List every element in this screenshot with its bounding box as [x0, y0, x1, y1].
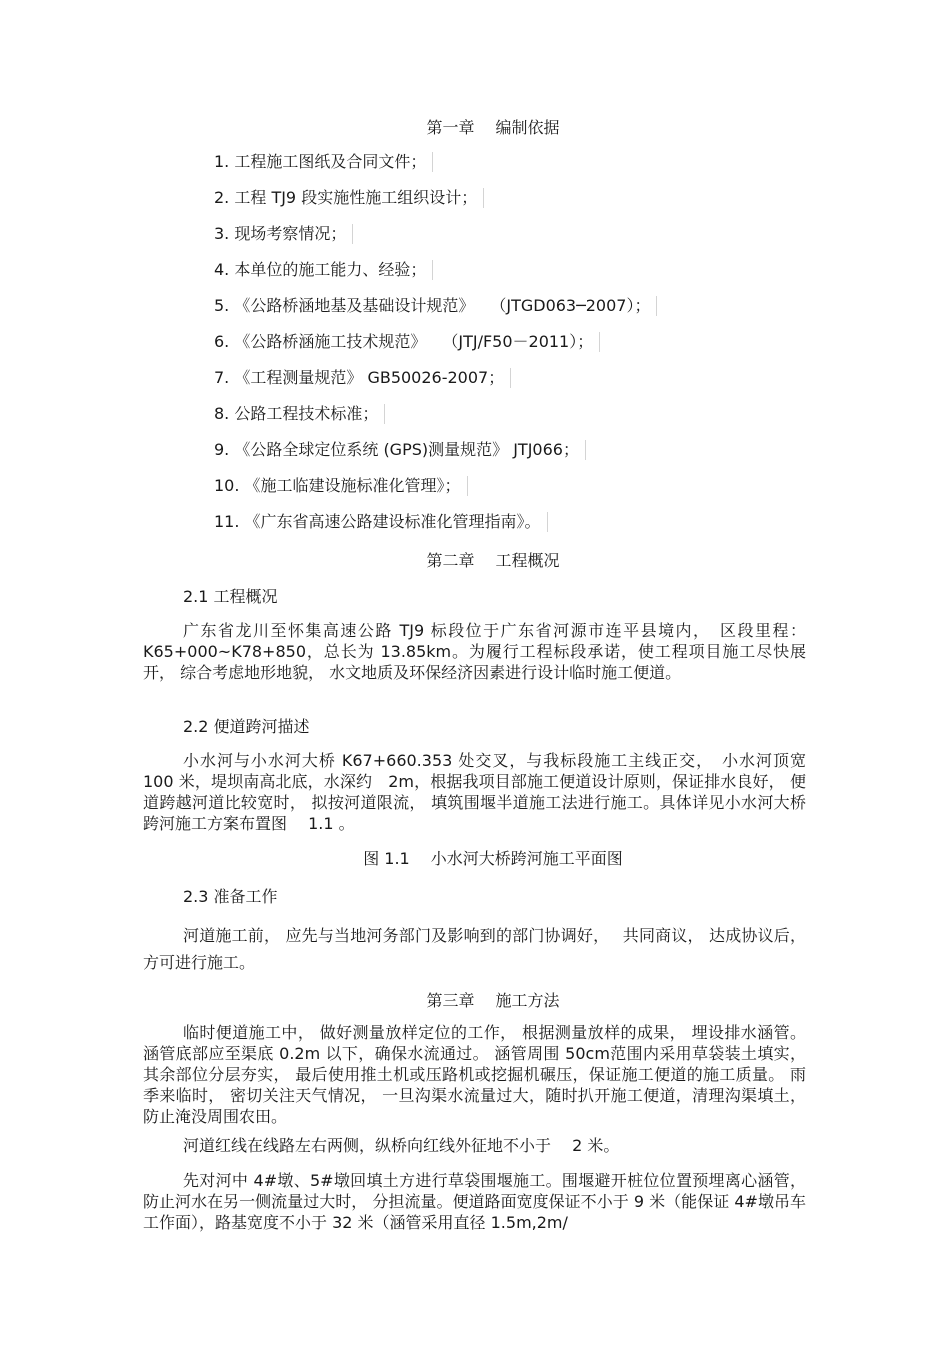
reference-item-4: 4. 本单位的施工能力、经验； — [214, 260, 433, 280]
reference-item-5: 5. 《公路桥涵地基及基础设计规范》 （JTGD063─2007）； — [214, 296, 657, 316]
reference-item-1: 1. 工程施工图纸及合同文件； — [214, 152, 433, 172]
section-2-1-text: 广东省龙川至怀集高速公路 TJ9 标段位于广东省河源市连平县境内， 区段里程： K65+000~K78+850，总长为 13.85km。为履行工程标段承诺，使工程项目施工尽快展开， 综合考虑地形地貌， 水文地质及环保经济因素进行设计临时施工便道。 — [143, 621, 806, 682]
section-2-3-text: 河道施工前， 应先与当地河务部门及影响到的部门协调好， 共同商议， 达成协议后，方可进行施工。 — [143, 926, 806, 972]
chapter-1-heading: 第一章 编制依据 — [426, 118, 560, 137]
reference-item-8: 8. 公路工程技术标准； — [214, 404, 385, 424]
chapter-3-paragraph-2: 河道红线在线路左右两侧，纵桥向红线外征地不小于 2 米。 — [183, 1136, 620, 1155]
section-2-1-title: 2.1 工程概况 — [183, 587, 278, 606]
reference-item-10: 10. 《施工临建设施标准化管理》； — [214, 476, 468, 496]
chapter-3-paragraph-3: 先对河中 4#墩、5#墩回填土方进行草袋围堰施工。围堰避开桩位位置预埋离心涵管， 防止河水在另一侧流量过大时， 分担流量。便道路面宽度保证不小于 9 米（能保证 4#墩吊车工作面），路基宽度不小于 32 米（涵管采用直径 1.5m,2m/ — [143, 1171, 806, 1232]
reference-item-9: 9. 《公路全球定位系统 (GPS)测量规范》 JTJ066； — [214, 440, 586, 460]
reference-item-3: 3. 现场考察情况； — [214, 224, 353, 244]
section-2-2-title: 2.2 便道跨河描述 — [183, 717, 310, 736]
section-2-2-text: 小水河与小水河大桥 K67+660.353 处交叉，与我标段施工主线正交， 小水河顶宽 100 米，堤坝南高北底，水深约 2m，根据我项目部施工便道设计原则，保证排水良好， 便道跨越河道比较宽时， 拟按河道限流， 填筑围堰半道施工法进行施工。具体详见小水河大桥跨河施工方案布置图 1.1 。 — [143, 751, 806, 833]
section-2-3-title: 2.3 准备工作 — [183, 887, 278, 906]
reference-item-2: 2. 工程 TJ9 段实施性施工组织设计； — [214, 188, 484, 208]
chapter-3-heading: 第三章 施工方法 — [426, 991, 560, 1010]
reference-item-6: 6. 《公路桥涵施工技术规范》 （JTJ/F50－2011）； — [214, 332, 600, 352]
chapter-3-paragraph-1: 临时便道施工中， 做好测量放样定位的工作， 根据测量放样的成果， 埋设排水涵管。涵管底部应至渠底 0.2m 以下，确保水流通过。 涵管周围 50cm范围内采用草袋装土填实，其余部位分层夯实， 最后使用推土机或压路机或挖掘机碾压，保证施工便道的施工质量。 雨季来临时， 密切关注天气情况， 一旦沟渠水流量过大，随时扒开施工便道，清理沟渠填土，防止淹没周围农田。 — [143, 1023, 806, 1126]
reference-item-7: 7. 《工程测量规范》 GB50026-2007； — [214, 368, 511, 388]
chapter-2-heading: 第二章 工程概况 — [426, 551, 560, 570]
figure-caption: 图 1.1 小水河大桥跨河施工平面图 — [363, 849, 623, 868]
reference-item-11: 11. 《广东省高速公路建设标准化管理指南》。 — [214, 512, 548, 532]
